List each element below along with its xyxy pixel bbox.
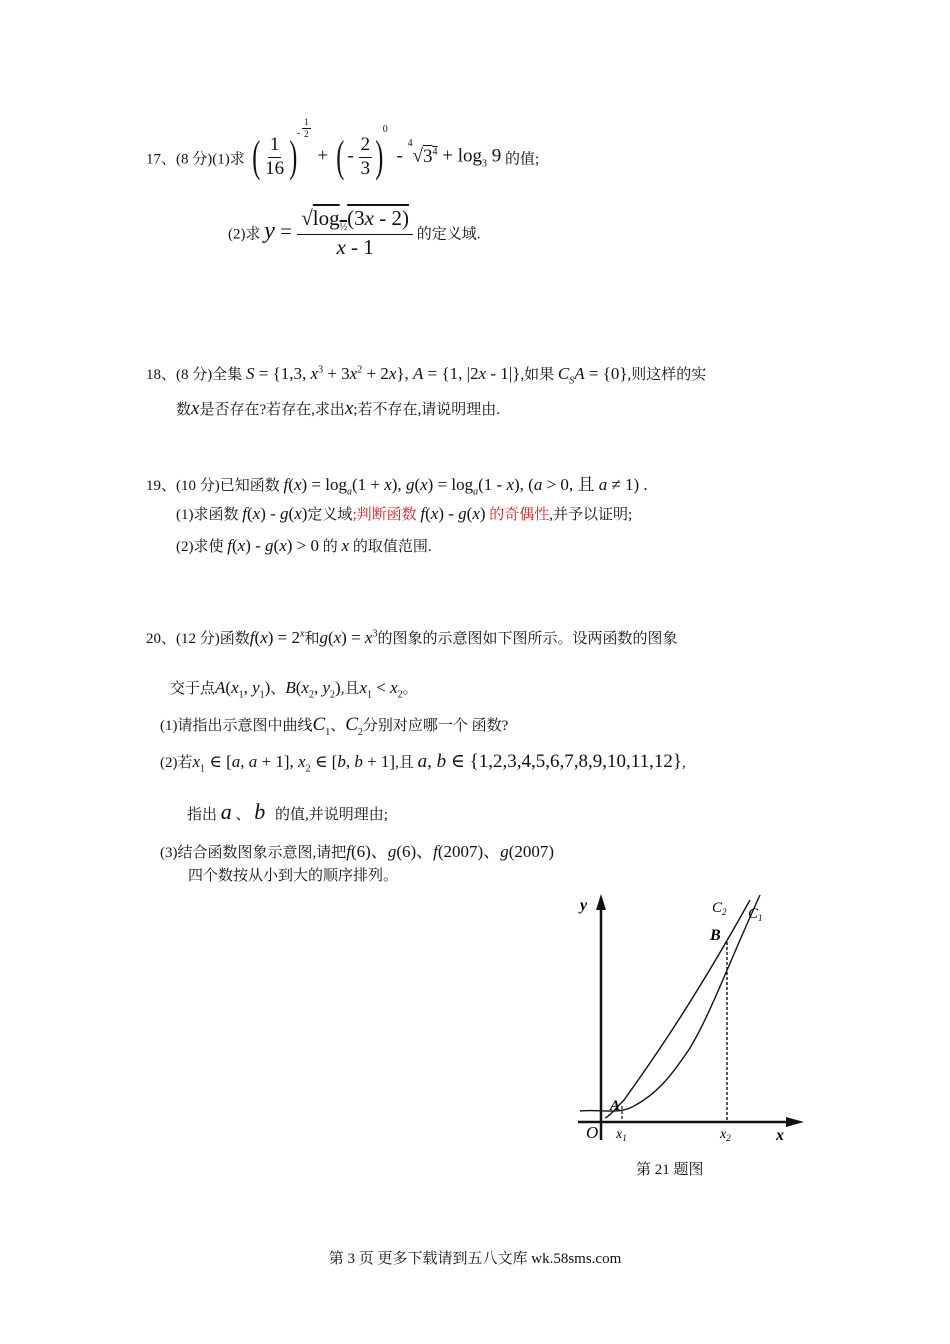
q18-complement-expression: $C_SA = \{0\}$ [557, 364, 628, 387]
x-axis-label: x [776, 1127, 784, 1144]
c1-label: $C_1$ [748, 906, 763, 923]
q19-part1-red-b: 的奇偶性 [489, 507, 550, 523]
q17-part1-suffix: 的值; [505, 151, 540, 168]
curve-c1 [580, 895, 760, 1111]
q19-line3 [176, 535, 432, 556]
q18-line2-c: ;若不存在,请说明理由. [353, 402, 500, 418]
q18-var-x: x [191, 398, 200, 419]
q19-points: (10 分) [176, 478, 220, 494]
q19-part1-red-a: ;判断函数 [352, 507, 417, 523]
q20-part2-c: , [681, 755, 686, 771]
q19-part1-a: (1)求函数 [176, 507, 239, 523]
q18-points: (8 分) [176, 367, 213, 383]
q20-part2-a: (2)若 [160, 755, 193, 771]
q20-line1 [146, 627, 677, 648]
figure-caption: 第 21 题图 [636, 1162, 704, 1178]
q20-part1-a: (1)请指出示意图中曲线 [160, 718, 313, 734]
y-axis-arrow-icon [596, 894, 606, 910]
x2-label: $x_2$ [720, 1127, 731, 1143]
q20-line2-c: ,且 [340, 681, 360, 697]
q20-part1-c: 分别对应哪一个 函数? [362, 718, 509, 734]
x-axis-arrow-icon [786, 1117, 804, 1127]
q20-intro-c: 的图象的示意图如下图所示。设两函数的图象 [377, 631, 678, 647]
function-graph-figure [570, 890, 820, 1150]
q19-inequality: f(x) - g(x) > 0 [227, 536, 319, 555]
q20-part2-line2-a: 指出 [187, 807, 218, 823]
q18-text-a: 全集 [212, 367, 243, 383]
q19-intro: 已知函数 [219, 478, 280, 494]
q20-var-b: b [254, 799, 266, 824]
q20-intro-a: 函数 [219, 631, 250, 647]
q17-number: 17、 [146, 151, 177, 168]
q20-var-a: a [220, 799, 232, 824]
q19-part2-b: 的 [322, 539, 338, 555]
q18-line2 [176, 398, 500, 420]
page-footer: 第 3 页 更多下载请到五八文库 wk.58sms.com [328, 1251, 622, 1267]
q20-g-definition: $g(x) = x^3$ [319, 628, 378, 647]
q20-values-expression: f(6)、g(6)、f(2007)、g(2007) [346, 842, 555, 861]
q20-set-expression: a, b ∈ {1,2,3,4,5,6,7,8,9,10,11,12} [417, 751, 682, 772]
q18-set-expression: S = {1,3, $x^3 + 3x^2 + 2x$}, A = {1, |2x - 1|} [246, 364, 521, 383]
q20-curve-c2: $C_2$ [345, 714, 363, 738]
q19-line2 [176, 503, 632, 524]
q18-text-c: ,则这样的实 [627, 367, 707, 383]
q19-diff-expression-2: f(x) - g(x) [420, 504, 486, 523]
q18-var-x2: x [344, 398, 354, 419]
q20-line4 [160, 750, 686, 774]
point-b-label: B [710, 927, 721, 944]
q17-part1-label: (1)求 [212, 151, 245, 168]
q17-line1 [146, 116, 540, 182]
q18-line2-b: 是否存在?若存在,求出 [199, 402, 345, 418]
q20-intro-b: 和 [304, 631, 320, 647]
q20-part3-line2: 四个数按从小到大的顺序排列。 [188, 868, 399, 884]
q20-part1-b: 、 [330, 718, 346, 734]
q18-text-b: ,如果 [520, 367, 555, 383]
q19-line1 [146, 470, 648, 497]
q19-part1-b: 定义域 [307, 507, 353, 523]
q17-expression: ( $\frac{1}{16}$ )- $^{\frac{1}{2}}$ + ( - $\frac{2}{3}$ )$^0 - ^4√3^4 + \log_3 9$ [251, 116, 502, 182]
q18-line2-a: 数 [176, 402, 192, 418]
q20-interval-expression: $x_1$ ∈ [a, a + 1], $x_2$ ∈ [b, b + 1] [192, 752, 396, 775]
q17-part2-suffix: 的定义域. [416, 226, 481, 243]
q20-point-B: $B(x_2$, $y_2$) [285, 678, 341, 701]
q20-line2-d: 。 [402, 681, 418, 697]
q20-curve-c1: $C_1$ [312, 714, 331, 738]
point-a-label: A [610, 1098, 621, 1114]
q20-line5 [187, 799, 388, 825]
q20-point-A: $A(x_1$, $y_1$) [215, 678, 271, 701]
q20-points: (12 分) [176, 631, 220, 647]
q17-part2-label: (2)求 [228, 226, 261, 243]
q19-part2-a: (2)求使 [176, 539, 224, 555]
q20-part2-line2-c: 的值,并说明理由; [275, 807, 388, 823]
q17-line2 [228, 206, 480, 260]
q20-number: 20、 [146, 631, 177, 647]
q20-part3-a: (3)结合函数图象示意图,请把 [160, 845, 347, 861]
q20-part2-line2-b: 、 [235, 807, 251, 823]
q17-domain-expression: y = $\frac{√\log_{\frac{1}{2}}(3x - 2)}{x - 1}$ [264, 206, 413, 260]
q20-line6 [160, 837, 554, 862]
q18-number: 18、 [146, 367, 177, 383]
q19-number: 19、 [146, 478, 177, 494]
q19-var-x: x [341, 536, 350, 555]
q17-points: (8 分) [176, 151, 213, 168]
q19-part1-c: ,并予以证明; [549, 507, 633, 523]
q18-line1 [146, 363, 706, 386]
q20-line7 [188, 864, 398, 885]
q19-part2-c: 的取值范围. [352, 539, 432, 555]
q20-part2-b: ,且 [395, 755, 414, 771]
q20-line3 [160, 714, 508, 738]
curve-c2 [605, 900, 750, 1118]
c2-label: $C_2$ [712, 900, 727, 917]
q20-f-definition: $f(x) = 2^x$ [249, 628, 305, 647]
q20-line2-b: 、 [270, 681, 286, 697]
origin-label: O [586, 1123, 599, 1142]
q19-diff-expression: f(x) - g(x) [242, 504, 308, 523]
y-axis-label: y [580, 897, 588, 914]
q20-line2 [170, 677, 418, 700]
x1-label: $x_1$ [616, 1127, 627, 1143]
q20-order: $x_1 < x_2$ [359, 678, 403, 701]
q20-line2-a: 交于点 [170, 681, 216, 697]
q19-function-definition: $f(x) = \log_a(1 + x)$, $g(x) = \log_a(1 - x)$, (a > 0, 且 a ≠ 1) . [283, 475, 648, 498]
